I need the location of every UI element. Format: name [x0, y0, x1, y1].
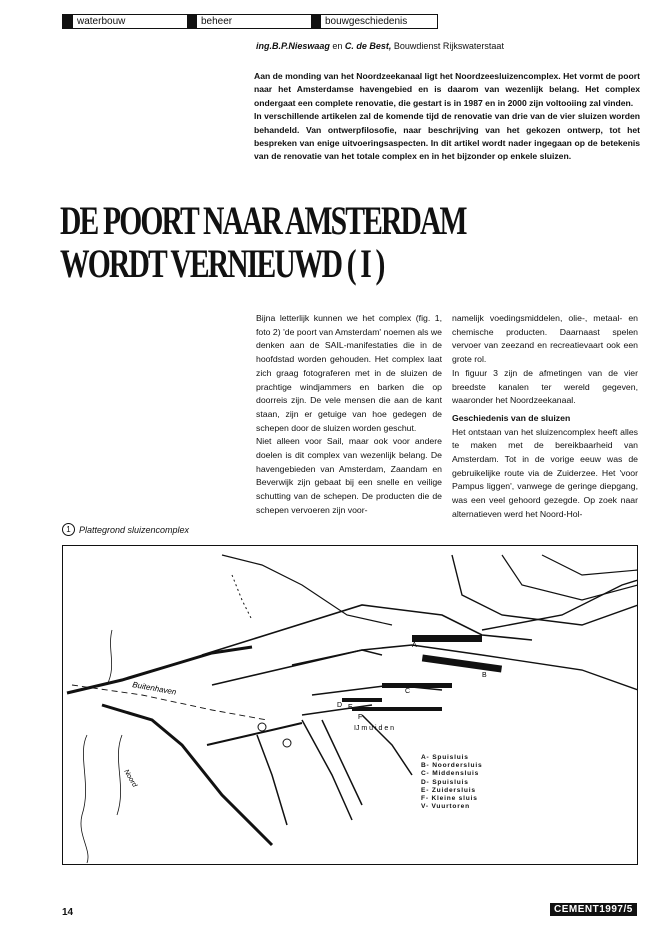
label-b: B	[482, 672, 487, 679]
label-ijmuiden: IJ m u i d e n	[354, 725, 395, 732]
body-paragraph: Niet alleen voor Sail, maar ook voor andere doelen is dit complex van wezenlijk belang. De havengebieden van Amsterdam, Zaandam en Beverwijk zijn gebaat bij een snelle en veilige schutting van de schepen. De producten die de schepen vervoeren zijn voor-	[256, 436, 442, 515]
legend-item: E- Zuidersluis	[421, 786, 476, 794]
groyne	[257, 735, 287, 825]
category-waterbouw: waterbouw	[63, 15, 187, 28]
intro-text	[254, 70, 640, 164]
legend-item: B- Noordersluis	[421, 762, 483, 770]
body-column-1	[256, 312, 442, 518]
label-f: F	[358, 714, 363, 721]
canal-wall	[212, 645, 482, 685]
label-d: D	[337, 702, 343, 709]
groyne	[322, 720, 362, 805]
lock-c	[382, 683, 452, 688]
harbour-basin	[452, 555, 638, 625]
body-paragraph: Het ontstaan van het sluizencomplex heeft alles te maken met de bereikbaarheid van Amsterdam. Tot in de vorige eeuw was de gebruikelijke route via de Zuiderzee. Het 'voor Pampus liggen', vanwege de geringe diepgang, was een veel gehoord gezegde. Op zoek naar alternatieven werd het Noord-Hol-	[452, 426, 638, 519]
article-title	[60, 199, 466, 285]
legend-item: C- Middensluis	[421, 770, 480, 778]
map-legend	[421, 754, 482, 811]
groyne	[362, 715, 412, 775]
groyne	[302, 720, 352, 820]
lock-e	[352, 707, 442, 711]
body-paragraph: namelijk voedingsmiddelen, olie-, metaal- en chemische producten. Daarnaast spelen vervoer van zeezand en recreatievaart ook een grote rol.	[452, 313, 638, 365]
legend-item: A- Spuisluis	[421, 754, 469, 761]
title-line-2: WORDT VERNIEUWD ( I )	[60, 241, 384, 286]
dune-edge	[222, 555, 392, 625]
lock-d	[342, 698, 382, 702]
title-line-1: DE POORT NAAR AMSTERDAM	[60, 198, 466, 243]
canal-wall	[482, 655, 638, 690]
harbour-basin	[502, 555, 638, 600]
label-a: A	[412, 642, 417, 649]
author-2: C. de Best,	[344, 41, 392, 51]
contour	[107, 630, 112, 685]
byline	[256, 41, 504, 51]
legend-item: F- Kleine sluis	[421, 795, 478, 803]
category-bouwgeschiedenis: bouwgeschiedenis	[311, 15, 437, 28]
body-column-2	[452, 312, 638, 522]
figure-caption-text: Plattegrond sluizencomplex	[79, 524, 190, 535]
body-paragraph: Bijna letterlijk kunnen we het complex (fig. 1, foto 2) 'de poort van Amsterdam' noemen als we denken aan de SAIL-manifestaties die in de hoofdstad worden gehouden. Het complex laat zich graag fotograferen met in de sluizen de prachtige windjammers en barken die op doorreis zijn. De vele mensen die aan de kant staan, zijn er getuige van hoe gedegen de schepen door de sluizen worden geschut.	[256, 313, 442, 433]
label-buitenhaven: Buitenhaven	[131, 680, 178, 697]
lighthouse-icon	[283, 739, 291, 747]
byline-conj: en	[329, 41, 345, 51]
harbour-basin	[542, 555, 638, 575]
section-heading: Geschiedenis van de sluizen	[452, 412, 571, 423]
intro-paragraph-2: In verschillende artikelen zal de komende tijd de renovatie van drie van de vier sluizen worden behandeld. Van ontwerpfilosofie, naar beschrijving van het gekozen ontwerp, tot het bespreken van enige uitvoeringsaspecten. In dit artikel wordt nader ingegaan op de betekenis van de renovatie van het totale complex en in het bijzonder op enkele sluizen.	[254, 111, 640, 162]
contour	[117, 735, 122, 815]
pier	[292, 650, 382, 665]
category-beheer: beheer	[187, 15, 311, 28]
figure-caption	[62, 523, 189, 536]
page-number: 14	[62, 907, 74, 918]
category-bar	[62, 14, 438, 29]
intro-paragraph-1: Aan de monding van het Noordzeekanaal ligt het Noordzeesluizencomplex. Het vormt de poort naar het Amsterdamse havengebied en is daarom van wezenlijk belang. Het complex ondergaat een complete renovatie, die gestart is in 1987 en in 2000 zijn voltooiing zal vinden.	[254, 71, 640, 108]
affiliation: Bouwdienst Rijkswaterstaat	[391, 41, 504, 51]
lighthouse-icon	[258, 723, 266, 731]
magazine-issue: CEMENT1997/5	[550, 903, 637, 916]
label-c: C	[405, 688, 411, 695]
south-jetty	[207, 723, 302, 745]
figure-number: 1	[62, 523, 75, 536]
lock-complex-map	[62, 545, 638, 865]
body-paragraph: In figuur 3 zijn de afmetingen van de vier breedste kanalen ter wereld gegeven, waaronder het Noordzeekanaal.	[452, 367, 638, 406]
contour	[81, 735, 88, 863]
author-1: ing.B.P.Nieswaag	[256, 41, 330, 51]
legend-item: V- Vuurtoren	[421, 803, 470, 811]
dune-dots	[232, 575, 252, 620]
label-noord: Noord	[122, 768, 138, 789]
label-e: E	[348, 704, 353, 711]
lock-b	[422, 654, 502, 672]
lock-a	[412, 635, 482, 642]
legend-item: D- Spuisluis	[421, 778, 469, 786]
